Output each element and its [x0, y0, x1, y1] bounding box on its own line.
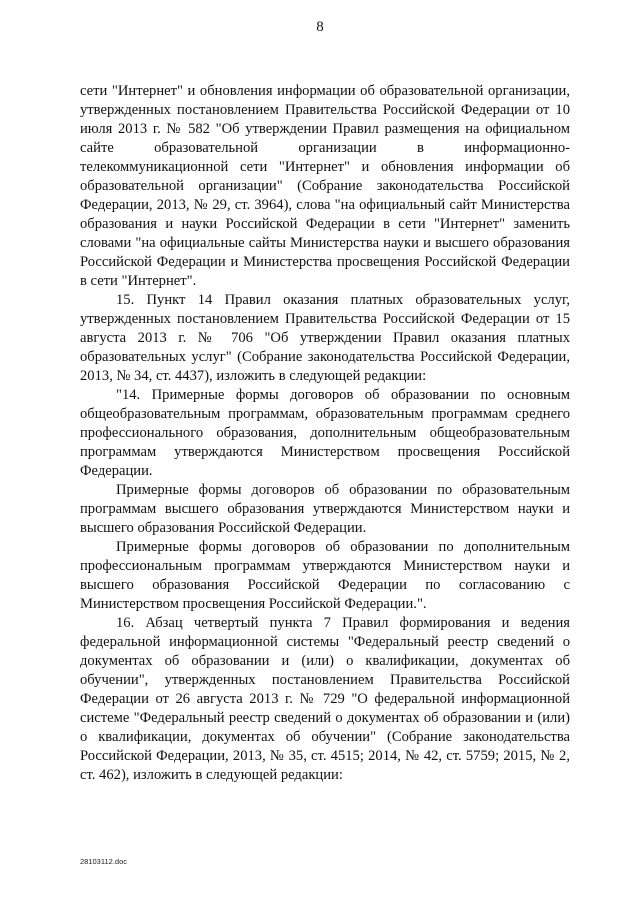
document-body	[80, 82, 570, 785]
paragraph-higher-education: Примерные формы договоров об образовании по образовательным программам высшего образования утверждаются Министерством науки и высшего образования Российской Федерации.	[80, 482, 570, 536]
page-number: 8	[316, 19, 324, 35]
paragraph-item-16: 16. Абзац четвертый пункта 7 Правил формирования и ведения федеральной информационной системы "Федеральный реестр сведений о документах об образовании и (или) о квалификации, документах об обучении", утвержденных постановлением Правительства Российской Федерации от 26 августа 2013 г. № 729 "О федеральной информационной системе "Федеральный реестр сведений о документах об образовании и (или) о квалификации, документах об обучении" (Собрание законодательства Российской Федерации, 2013, № 35, ст. 4515; 2014, № 42, ст. 5759; 2015, № 2, ст. 462), изложить в следующей редакции:	[80, 615, 570, 783]
paragraph-item-14-quote: "14. Примерные формы договоров об образовании по основным общеобразовательным программам, образовательным программам среднего профессионального образования, дополнительным общеобразовательным программам утверждаются Министерством просвещения Российской Федерации.	[80, 387, 570, 479]
document-file-code: 28103112.doc	[80, 857, 127, 866]
paragraph-item-15: 15. Пункт 14 Правил оказания платных образовательных услуг, утвержденных постановлением Правительства Российской Федерации от 15 августа 2013 г. № 706 "Об утверждении Правил оказания платных образовательных услуг" (Собрание законодательства Российской Федерации, 2013, № 34, ст. 4437), изложить в следующей редакции:	[80, 292, 570, 384]
paragraph-professional-programs: Примерные формы договоров об образовании по дополнительным профессиональным программам утверждаются Министерством науки и высшего образования Российской Федерации по согласованию с Министерством просвещения Российской Федерации.".	[80, 539, 570, 612]
paragraph-continuation: сети "Интернет" и обновления информации об образовательной организации, утвержденных постановлением Правительства Российской Федерации от 10 июля 2013 г. № 582 "Об утверждении Правил размещения на официальном сайте образовательной организации в информационно-телекоммуникационной сети "Интернет" и обновления информации об образовательной организации" (Собрание законодательства Российской Федерации, 2013, № 29, ст. 3964), слова "на официальный сайт Министерства образования и науки Российской Федерации в сети "Интернет" заменить словами "на официальные сайты Министерства науки и высшего образования Российской Федерации и Министерства просвещения Российской Федерации в сети "Интернет".	[80, 83, 570, 289]
